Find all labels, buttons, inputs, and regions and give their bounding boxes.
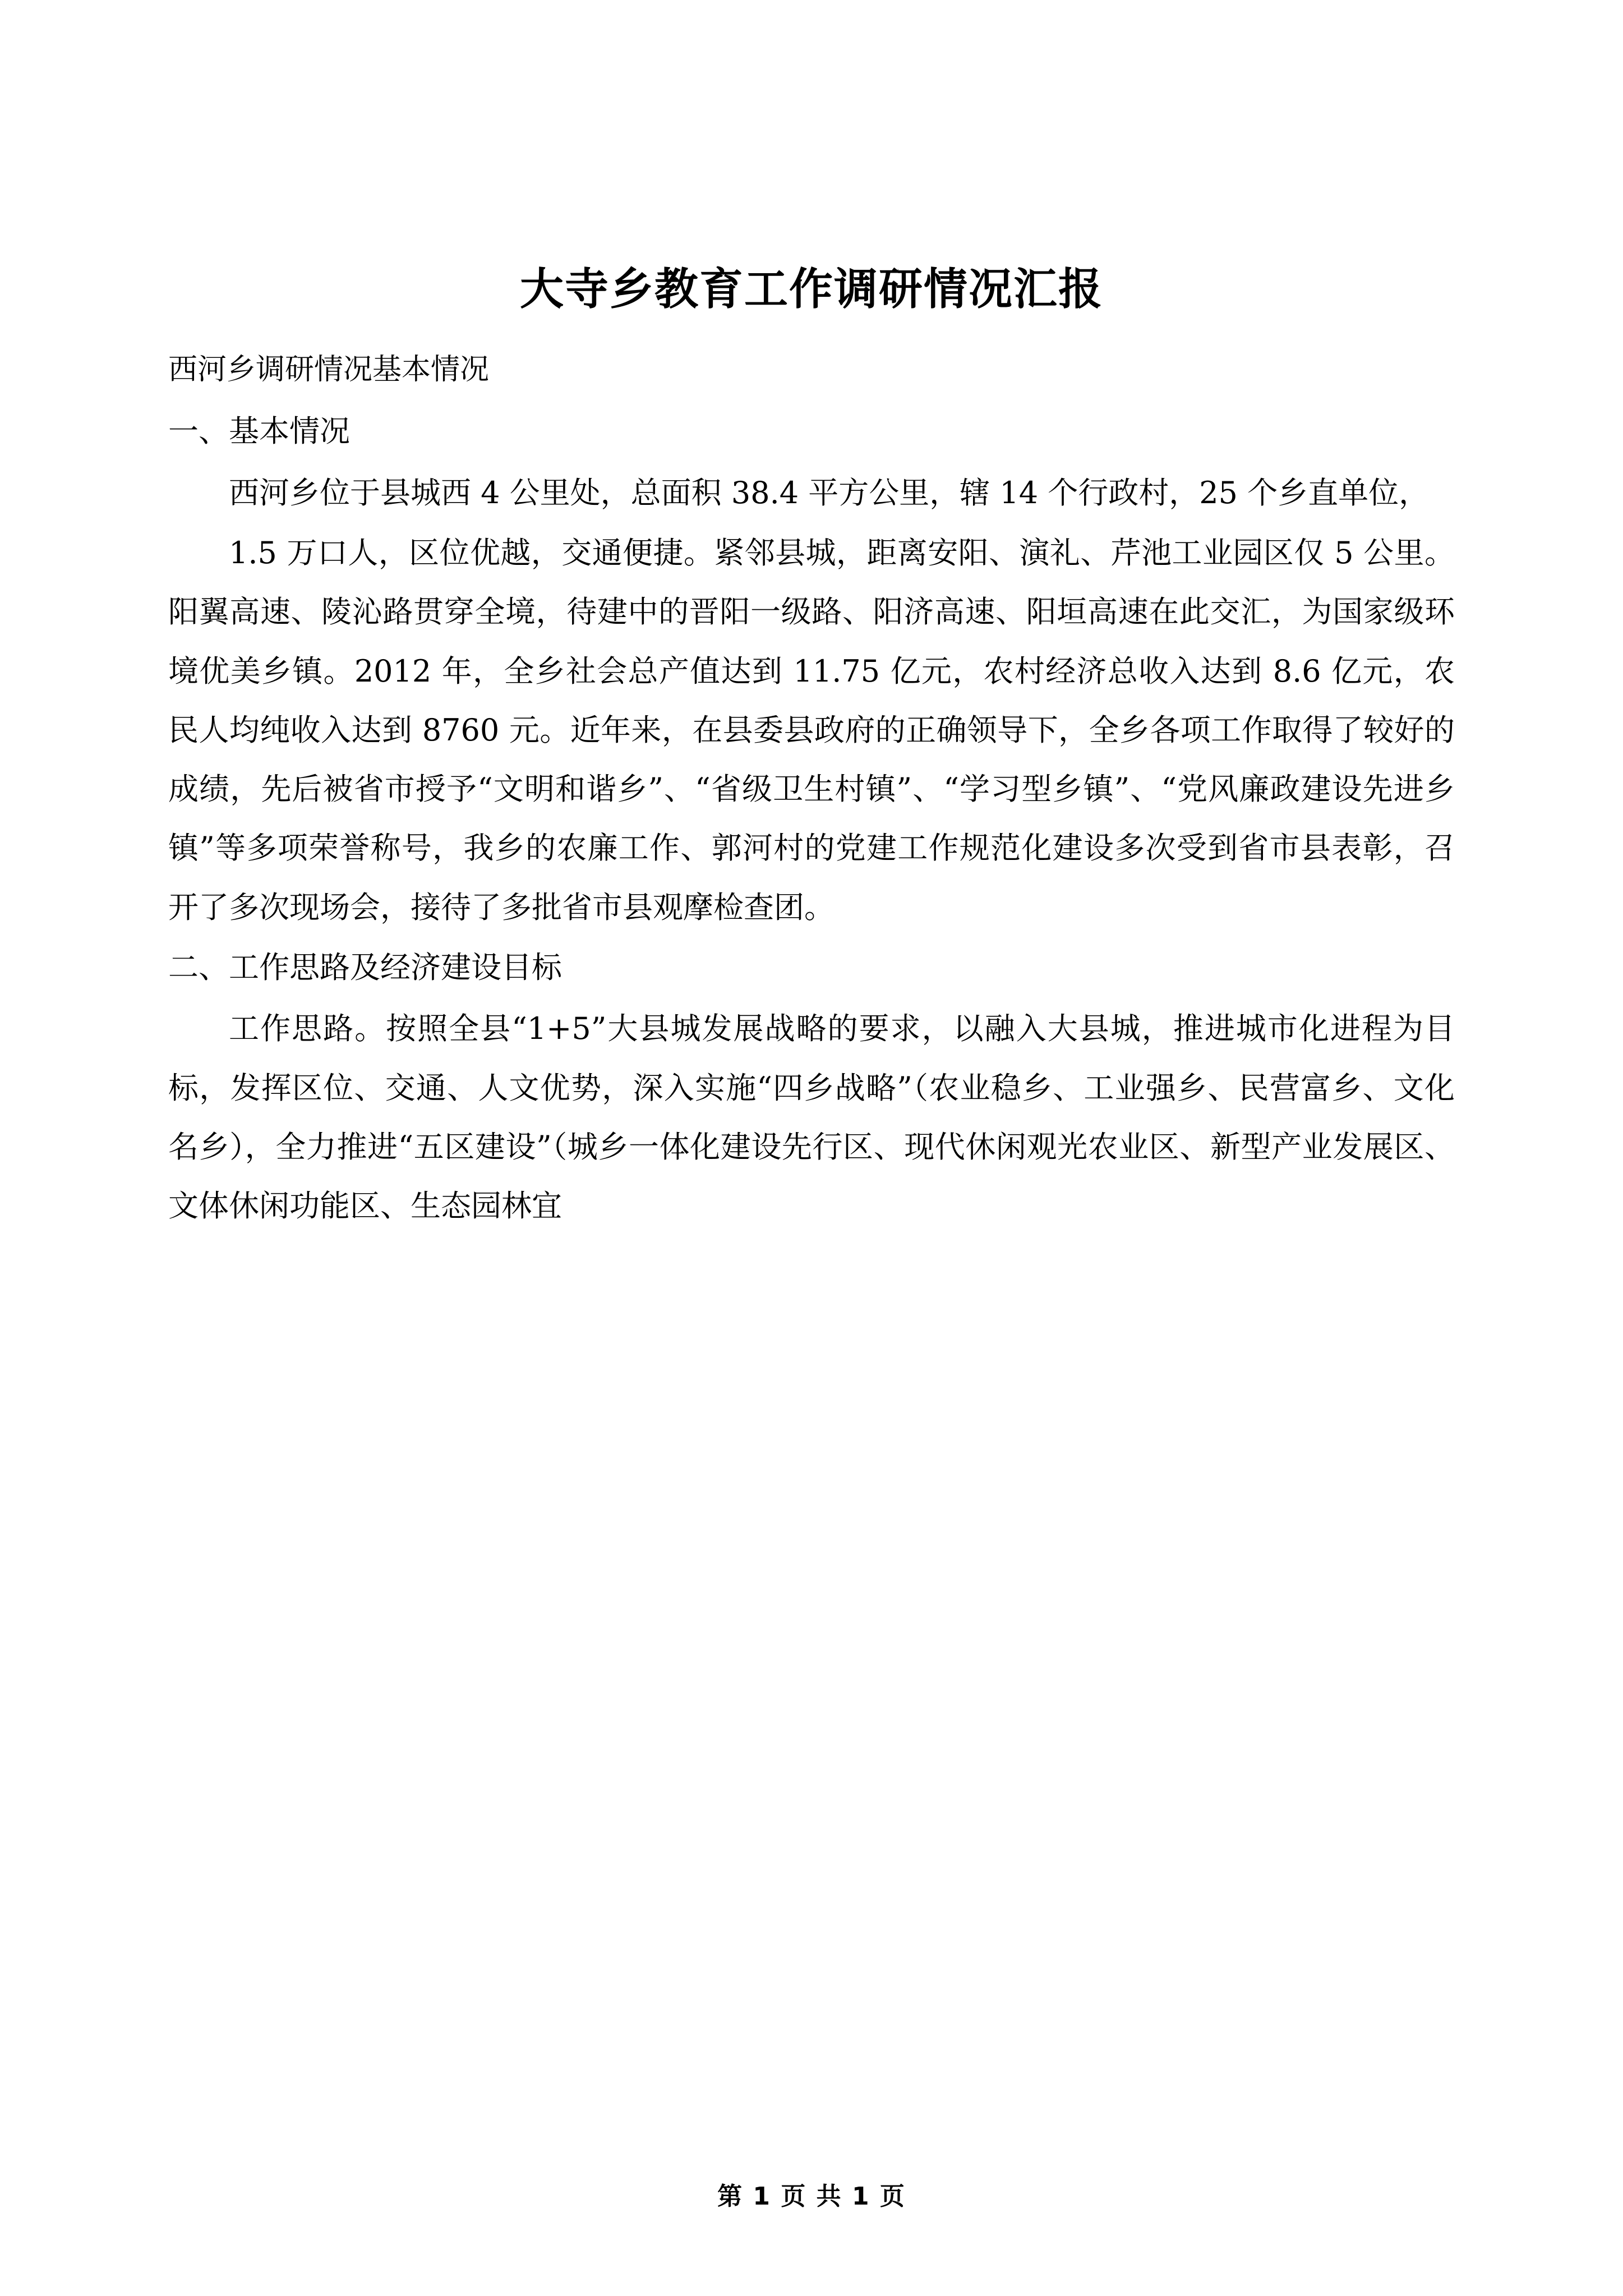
section-heading-2: 二、工作思路及经济建设目标 — [168, 950, 562, 986]
paragraph: 工作思路。按照全县“1+5”大县城发展战略的要求，以融入大县城，推进城市化进程为目标，发挥区位、交通、人文优势，深入实施“四乡战略”（农业稳乡、工业强乡、民营富乡、文化名乡），全力推进“五区建设”（城乡一体化建设先行区、现代休闲观光农业区、新型产业发展区、文体休闲功能区、生态园林宜 — [168, 1011, 1455, 1224]
section-heading-1: 一、基本情况 — [168, 413, 350, 449]
paragraph: 1.5 万口人，区位优越，交通便捷。紧邻县城，距离安阳、演礼、芹池工业园区仅 5 公里。阳翼高速、陵沁路贯穿全境，待建中的晋阳一级路、阳济高速、阳垣高速在此交汇，为国家级环境优美乡镇。2012 年，全乡社会总产值达到 11.75 亿元，农村经济总收入达到 8.6 亿元，农民人均纯收入达到 8760 元。近年来，在县委县政府的正确领导下，全乡各项工作取得了较好的成绩，先后被省市授予“文明和谐乡”、“省级卫生村镇”、“学习型乡镇”、“党风廉政建设先进乡镇”等多项荣誉称号，我乡的农廉工作、郭河村的党建工作规范化建设多次受到省市县表彰，召开了多次现场会，接待了多批省市县观摩检查团。 — [168, 535, 1455, 925]
page-title: 大寺乡教育工作调研情况汇报 — [519, 264, 1103, 315]
paragraph: 西河乡位于县城西 4 公里处，总面积 38.4 平方公里，辖 14 个行政村，25 个乡直单位， — [229, 475, 1430, 510]
document-subtitle: 西河乡调研情况基本情况 — [168, 352, 490, 386]
page-footer: 第 1 页 共 1 页 — [717, 2182, 906, 2211]
